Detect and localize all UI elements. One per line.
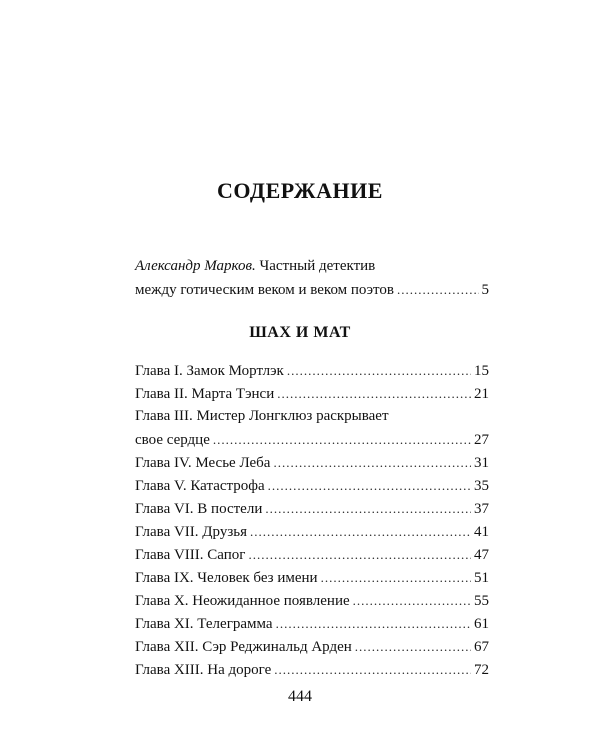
toc-entry-page: 41 [474, 524, 489, 540]
dot-leader [248, 543, 471, 566]
toc-entry-page: 35 [474, 478, 489, 494]
intro-page-number: 5 [481, 282, 489, 298]
toc-entry-title: Глава III. Мистер Лонгклюз раскрывает [135, 408, 389, 424]
dot-leader [213, 428, 471, 451]
toc-entry-title: Глава VIII. Сапог [135, 547, 246, 563]
toc-entry-title: Глава II. Марта Тэнси [135, 386, 275, 402]
intro-author: Александр Марков. [135, 258, 256, 274]
toc-entry-page: 55 [474, 593, 489, 609]
intro-title-part2: между готическим веком и веком поэтов [135, 282, 394, 298]
toc-entry-title: Глава I. Замок Мортлэк [135, 363, 284, 379]
toc-entry-page: 72 [474, 662, 489, 678]
section-title: ШАХ И МАТ [249, 324, 351, 341]
dot-leader [265, 497, 471, 520]
toc-entry-title: Глава IX. Человек без имени [135, 570, 318, 586]
dot-leader [397, 278, 479, 301]
dot-leader [321, 566, 471, 589]
toc-entry-title: Глава IV. Месье Леба [135, 455, 271, 471]
dot-leader [268, 474, 471, 497]
toc-entry-page: 51 [474, 570, 489, 586]
dot-leader [287, 359, 471, 382]
dot-leader [277, 382, 471, 405]
toc-entry-title: Глава VII. Друзья [135, 524, 248, 540]
dot-leader [355, 635, 471, 658]
page-number: 444 [288, 688, 312, 705]
contents-title: СОДЕРЖАНИЕ [217, 178, 383, 203]
toc-entry-title: Глава XII. Сэр Реджинальд Арден [135, 639, 352, 655]
toc-list [135, 359, 489, 681]
intro-entry [135, 254, 489, 301]
toc-entry-page: 15 [474, 363, 489, 379]
toc-entry [135, 612, 489, 635]
dot-leader [273, 451, 471, 474]
intro-entry-line2 [135, 278, 489, 301]
toc-entry-title: Глава XI. Телеграмма [135, 616, 273, 632]
toc-entry [135, 520, 489, 543]
dot-leader [353, 589, 471, 612]
dot-leader [274, 658, 471, 681]
toc-entry [135, 451, 489, 474]
toc-entry-line1 [135, 405, 489, 428]
intro-title-part1: Частный детектив [259, 258, 376, 274]
dot-leader [276, 612, 471, 635]
toc-entry-title: Глава X. Неожиданное появление [135, 593, 350, 609]
toc-entry-page: 37 [474, 501, 489, 517]
toc-entry [135, 543, 489, 566]
toc-entry-page: 47 [474, 547, 489, 563]
toc-entry-page: 67 [474, 639, 489, 655]
toc-entry-page: 27 [474, 432, 489, 448]
toc-entry [135, 589, 489, 612]
toc-entry-title: Глава VI. В постели [135, 501, 263, 517]
toc-entry [135, 359, 489, 382]
toc-entry [135, 474, 489, 497]
toc-entry-page: 61 [474, 616, 489, 632]
toc-entry-page: 21 [474, 386, 489, 402]
toc-entry-line2 [135, 428, 489, 451]
toc-entry [135, 658, 489, 681]
toc-entry-title-cont: свое сердце [135, 432, 210, 448]
toc-entry [135, 566, 489, 589]
toc-entry [135, 497, 489, 520]
toc-entry-title: Глава V. Катастрофа [135, 478, 265, 494]
toc-entry-page: 31 [474, 455, 489, 471]
dot-leader [250, 520, 471, 543]
toc-entry [135, 382, 489, 405]
intro-entry-line1 [135, 254, 489, 278]
toc-entry [135, 635, 489, 658]
toc-entry-title: Глава XIII. На дороге [135, 662, 272, 678]
